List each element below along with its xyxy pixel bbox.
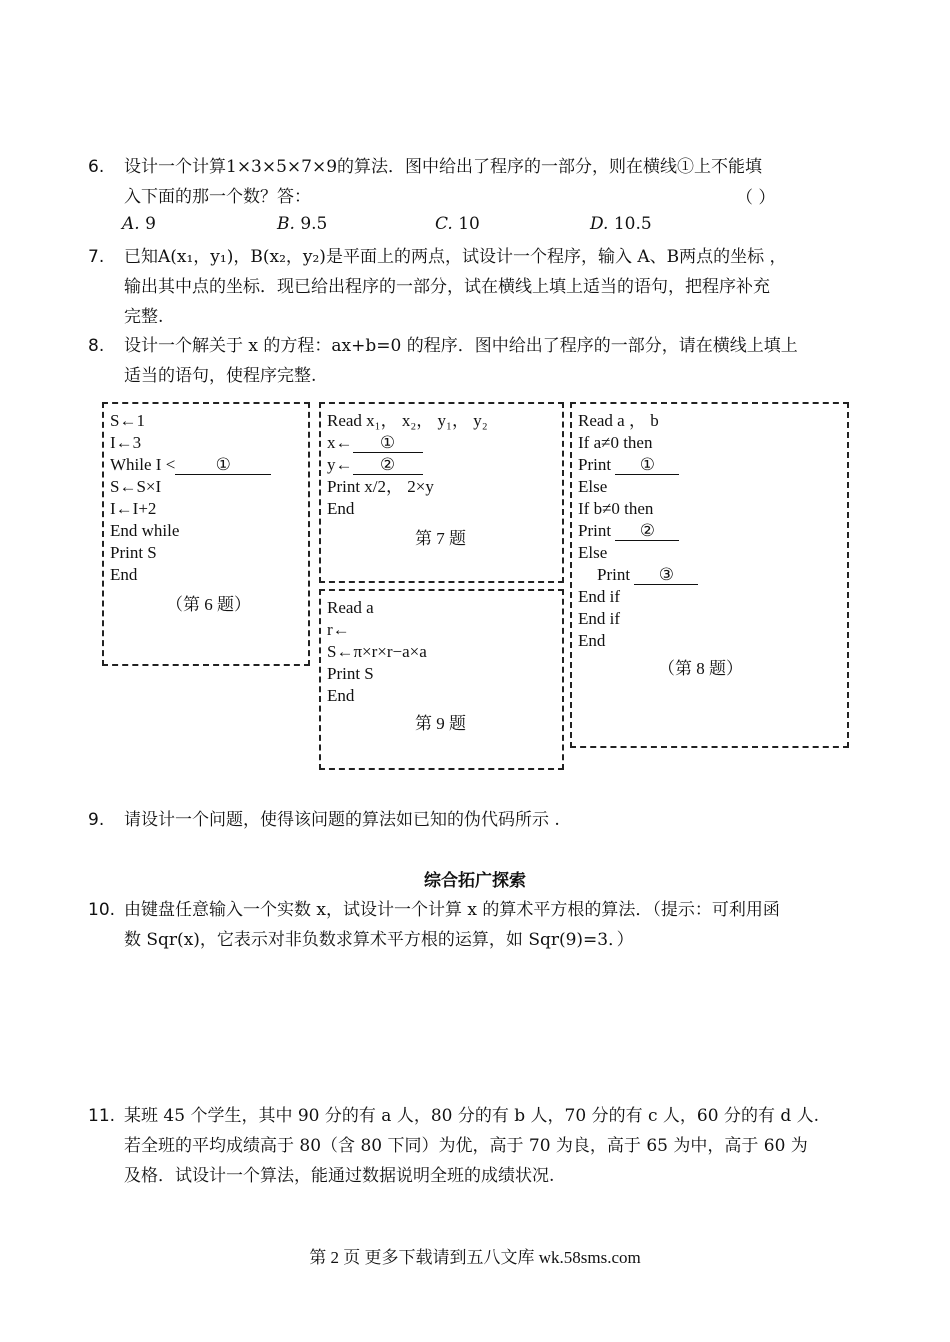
blank-2: ② xyxy=(353,456,423,475)
option-a: A. 9 xyxy=(122,214,156,234)
question-text-line: 入下面的那一个数？答： xyxy=(124,187,311,207)
question-text-line: 已知A(x₁，y₁)，B(x₂，y₂)是平面上的两点，试设计一个程序，输入 A、B两点的坐标 ， xyxy=(124,247,787,267)
blank-1: ① xyxy=(353,434,423,453)
code-line: Else xyxy=(578,477,608,496)
code-line: End xyxy=(110,565,138,584)
figure-caption: 第 7 题 xyxy=(415,529,466,548)
code-box-q6 xyxy=(102,402,310,666)
question-text-line: 及格．试设计一个算法，能通过数据说明全班的成绩状况. xyxy=(124,1166,555,1186)
blank-1: ① xyxy=(175,456,271,475)
options-row xyxy=(122,214,822,240)
question-text-line: 输出其中点的坐标．现已给出程序的一部分，试在横线上填上适当的语句，把程序补充 xyxy=(124,277,770,297)
blank-2: ② xyxy=(615,522,679,541)
question-text-line: 完整. xyxy=(124,307,164,327)
question-text-line: 某班 45 个学生，其中 90 分的有 a 人，80 分的有 b 人，70 分的有 c 人，60 分的有 d 人. xyxy=(124,1106,820,1126)
question-10 xyxy=(88,895,878,955)
code-box-q9 xyxy=(319,589,564,770)
question-9 xyxy=(88,805,878,835)
code-line: S←π×r×r−a×a xyxy=(327,642,427,661)
question-text-line: 数 Sqr(x)，它表示对非负数求算术平方根的运算，如 Sqr(9)=3．） xyxy=(124,930,634,950)
code-line: Print S xyxy=(110,543,157,562)
question-8 xyxy=(88,331,878,391)
code-line: Print x/2， 2×y xyxy=(327,477,434,496)
page-footer: 第 2 页 更多下载请到五八文库 wk.58sms.com xyxy=(309,1248,641,1267)
figure-caption: （第 8 题） xyxy=(658,659,743,678)
question-number: 10. xyxy=(88,900,116,920)
code-line-print-1: Print ① xyxy=(578,454,698,476)
code-line: If b≠0 then xyxy=(578,499,654,518)
code-line-print-2: Print ② xyxy=(578,520,698,542)
question-text-line: 设计一个解关于 x 的方程：ax+b=0 的程序．图中给出了程序的一部分，请在横线上填上 xyxy=(124,336,798,356)
code-line: S←S×I xyxy=(110,477,162,496)
figure-caption: （第 6 题） xyxy=(166,595,251,614)
option-b: B. 9.5 xyxy=(277,214,328,234)
question-text-line: 若全班的平均成绩高于 80（含 80 下同）为优，高于 70 为良，高于 65 为中，高于 60 为 xyxy=(124,1136,808,1156)
code-box-q8 xyxy=(570,402,849,748)
question-number: 11. xyxy=(88,1106,116,1126)
question-text-line: 设计一个计算1×3×5×7×9的算法．图中给出了程序的一部分，则在横线①上不能填 xyxy=(124,157,763,177)
code-line: S←1 xyxy=(110,411,145,430)
question-11 xyxy=(88,1101,878,1191)
code-line: I←3 xyxy=(110,433,142,452)
code-line: Read a xyxy=(327,598,374,617)
code-line: End if xyxy=(578,609,621,628)
code-line-while: While I < ① xyxy=(110,454,271,476)
answer-parentheses: （ ） xyxy=(736,188,776,208)
question-number: 7. xyxy=(88,247,105,267)
question-number: 6. xyxy=(88,157,105,177)
question-text-line: 适当的语句，使程序完整. xyxy=(124,366,317,386)
section-title: 综合拓广探索 xyxy=(424,871,526,891)
code-line: End xyxy=(327,499,355,518)
question-number: 9. xyxy=(88,810,105,830)
code-line: Else xyxy=(578,543,608,562)
blank-1: ① xyxy=(615,456,679,475)
code-line: End xyxy=(327,686,355,705)
figure-caption: 第 9 题 xyxy=(415,714,466,733)
blank-3: ③ xyxy=(634,566,698,585)
question-number: 8. xyxy=(88,336,105,356)
code-line-x: x← ① xyxy=(327,432,488,454)
code-line: r← xyxy=(327,620,350,639)
code-line: End xyxy=(578,631,606,650)
question-text-line: 由键盘任意输入一个实数 x，试设计一个计算 x 的算术平方根的算法．（提示：可利用函 xyxy=(124,900,780,920)
code-line: End while xyxy=(110,521,180,540)
option-d: D. 10.5 xyxy=(590,214,652,234)
code-line: Read a ， b xyxy=(578,411,659,430)
code-line: If a≠0 then xyxy=(578,433,653,452)
question-text-line: 请设计一个问题，使得该问题的算法如已知的伪代码所示 . xyxy=(124,810,560,830)
code-line-y: y← ② xyxy=(327,454,488,476)
code-line-print-3: Print ③ xyxy=(578,564,698,586)
option-c: C. 10 xyxy=(435,214,480,234)
code-line: Read x₁， x₂， y₁， y₂ xyxy=(327,411,488,430)
code-line: End if xyxy=(578,587,621,606)
code-line: Print S xyxy=(327,664,374,683)
question-7 xyxy=(88,242,878,332)
code-line: I←I+2 xyxy=(110,499,157,518)
code-box-q7 xyxy=(319,402,564,583)
